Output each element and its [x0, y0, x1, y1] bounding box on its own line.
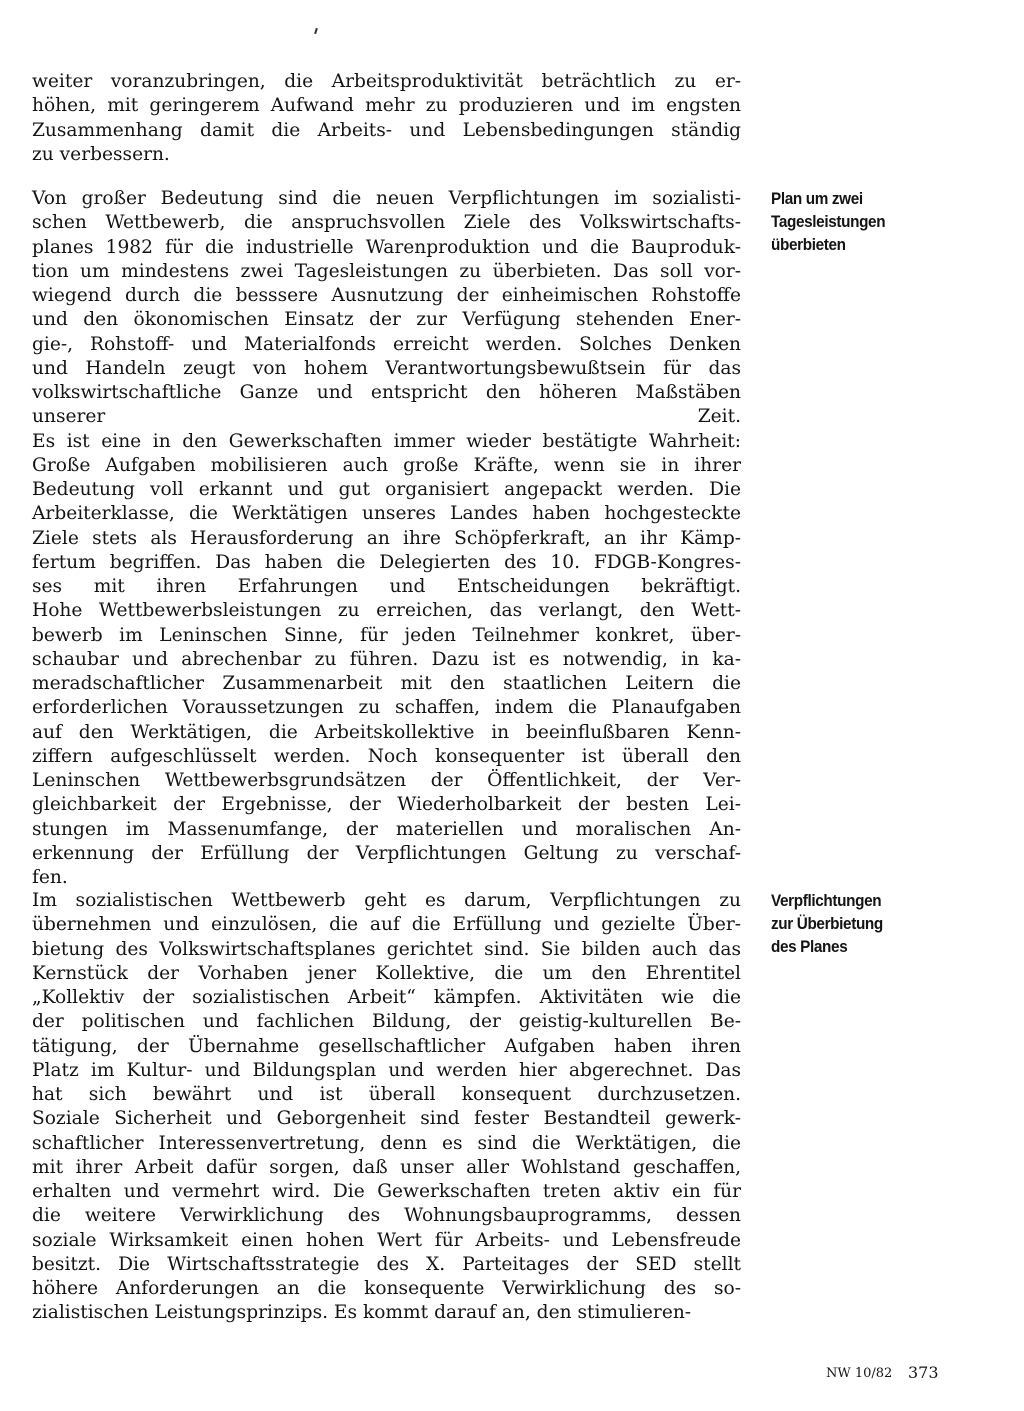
text-line: wiegend durch die besssere Ausnutzung der einheimischen Rohstoffe: [32, 285, 741, 306]
margin-note-verpflichtungen: [771, 889, 883, 958]
text-line: volkswirtschaftliche Ganze und entspricht den höheren Maßstäben: [32, 382, 741, 403]
text-line: bewerb im Leninschen Sinne, für jeden Teilnehmer konkret, über-: [32, 624, 741, 646]
print-speck: [314, 28, 318, 34]
text-line: auf den Werktätigen, die Arbeitskollektive in beeinflußbaren Kenn-: [32, 721, 741, 743]
text-line: fen.: [32, 867, 68, 888]
text-line: fertum begriffen. Das haben die Delegierten des 10. FDGB-Kongres-: [32, 551, 741, 573]
text-line: Hohe Wettbewerbsleistungen zu erreichen, das verlangt, den Wett-: [32, 600, 741, 622]
text-line: stungen im Massenumfange, der materiellen und moralischen An-: [32, 818, 741, 840]
text-line: schaftlicher Interessenvertretung, denn es sind die Werktätigen, die: [32, 1132, 741, 1154]
text-line: schen Wettbewerb, die anspruchsvollen Ziele des Volkswirtschafts-: [32, 212, 741, 234]
text-line: erforderlichen Voraussetzungen zu schaffen, indem die Planaufgaben: [32, 697, 741, 719]
text-line: Soziale Sicherheit und Geborgenheit sind fester Bestandteil gewerk-: [32, 1108, 741, 1130]
text-line: besitzt. Die Wirtschaftsstrategie des X. Parteitages der SED stellt: [32, 1253, 741, 1275]
text-line: Leninschen Wettbewerbsgrundsätzen der Öffentlichkeit, der Ver-: [32, 770, 741, 791]
text-line: und Handeln zeugt von hohem Verantwortungsbewußtsein für das: [32, 357, 741, 379]
text-line: mit ihrer Arbeit dafür sorgen, daß unser aller Wohlstand geschaffen,: [32, 1156, 741, 1178]
text-line: zialistischen Leistungsprinzips. Es kommt darauf an, den stimulieren-: [32, 1302, 692, 1324]
text-line: höhere Anforderungen an die konsequente Verwirklichung des so-: [32, 1278, 741, 1299]
page-number: 373: [908, 1363, 939, 1382]
text-line: soziale Wirksamkeit einen hohen Wert für Arbeits- und Lebensfreude: [32, 1229, 741, 1251]
text-line: erhalten und vermehrt wird. Die Gewerkschaften treten aktiv ein für: [32, 1181, 741, 1202]
text-line: Es ist eine in den Gewerkschaften immer wieder bestätigte Wahrheit:: [32, 430, 741, 452]
text-line: ses mit ihren Erfahrungen und Entscheidungen bekräftigt.: [32, 576, 741, 597]
text-line: „Kollektiv der sozialistischen Arbeit“ kämpfen. Aktivitäten wie die: [32, 987, 741, 1008]
text-line: bietung des Volkswirtschaftsplanes gerichtet sind. Sie bilden auch das: [32, 938, 741, 960]
text-line: Im sozialistischen Wettbewerb geht es darum, Verpflichtungen zu: [32, 890, 741, 911]
margin-note-line: des Planes: [771, 937, 848, 956]
text-line: planes 1982 für die industrielle Warenproduktion und die Bauproduk-: [32, 236, 741, 258]
text-line: hat sich bewährt und ist überall konsequent durchzusetzen.: [32, 1084, 741, 1105]
text-line: Von großer Bedeutung sind die neuen Verpflichtungen im sozialisti-: [32, 188, 741, 209]
text-line: Große Aufgaben mobilisieren auch große Kräfte, wenn sie in ihrer: [32, 454, 741, 476]
text-line: und den ökonomischen Einsatz der zur Verfügung stehenden Ener-: [32, 309, 741, 331]
margin-note-line: Plan um zwei: [771, 189, 863, 208]
text-line: weiter voranzubringen, die Arbeitsproduktivität beträchtlich zu er-: [32, 71, 741, 92]
text-line: tion um mindestens zwei Tagesleistungen zu überbieten. Das soll vor-: [32, 260, 741, 282]
margin-note-line: zur Überbietung: [771, 914, 883, 933]
text-line: unserer Zeit.: [32, 406, 741, 428]
text-line: der politischen und fachlichen Bildung, der geistig-kulturellen Be-: [32, 1011, 741, 1033]
text-line: gleichbarkeit der Ergebnisse, der Wiederholbarkeit der besten Lei-: [32, 794, 741, 816]
text-line: Bedeutung voll erkannt und gut organisiert angepackt werden. Die: [32, 479, 741, 500]
text-line: meradschaftlicher Zusammenarbeit mit den staatlichen Leitern die: [32, 673, 741, 694]
text-line: gie-, Rohstoff- und Materialfonds erreicht werden. Solches Denken: [32, 333, 741, 355]
margin-note-plan: [771, 187, 885, 256]
text-line: höhen, mit geringerem Aufwand mehr zu produzieren und im engsten: [32, 95, 741, 117]
margin-note-line: überbieten: [771, 235, 846, 254]
text-line: schaubar und abrechenbar zu führen. Dazu ist es notwendig, in ka-: [32, 648, 741, 670]
text-line: Zusammenhang damit die Arbeits- und Lebensbedingungen ständig: [32, 119, 741, 141]
journal-reference: NW 10/82: [826, 1366, 893, 1381]
text-line: tätigung, der Übernahme gesellschaftlicher Aufgaben haben ihren: [32, 1035, 741, 1057]
text-line: zu verbessern.: [32, 143, 170, 165]
margin-note-line: Verpflichtungen: [771, 891, 882, 910]
text-line: übernehmen und einzulösen, die auf die Erfüllung und gezielte Über-: [32, 914, 741, 936]
text-line: erkennung der Erfüllung der Verpflichtungen Geltung zu verschaf-: [32, 842, 741, 864]
text-line: ziffern aufgeschlüsselt werden. Noch konsequenter ist überall den: [32, 745, 741, 767]
text-line: Ziele stets als Herausforderung an ihre Schöpferkraft, an ihr Kämp-: [32, 527, 741, 549]
text-line: Kernstück der Vorhaben jener Kollektive, die um den Ehrentitel: [32, 962, 741, 984]
margin-note-line: Tagesleistungen: [771, 212, 886, 231]
text-line: Platz im Kultur- und Bildungsplan und werden hier abgerechnet. Das: [32, 1059, 741, 1081]
text-line: Arbeiterklasse, die Werktätigen unseres Landes haben hochgesteckte: [32, 503, 741, 525]
text-line: die weitere Verwirklichung des Wohnungsbauprogramms, dessen: [32, 1205, 741, 1227]
